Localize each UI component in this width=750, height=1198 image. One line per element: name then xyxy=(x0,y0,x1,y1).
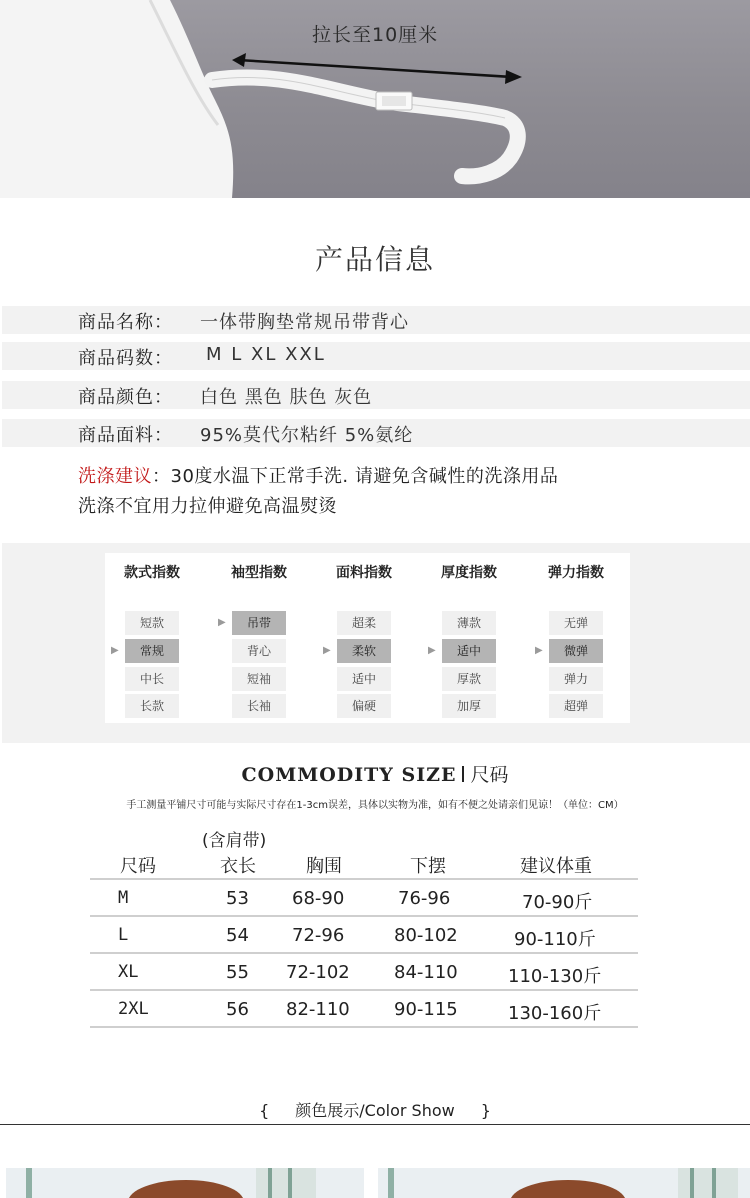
info-key: 商品面料： xyxy=(78,425,173,446)
bracket-right: } xyxy=(480,1101,491,1120)
title-divider xyxy=(462,766,464,782)
size-title-en: COMMODITY SIZE xyxy=(241,764,457,786)
product-photo-strap xyxy=(0,0,750,198)
table-divider xyxy=(90,878,638,880)
divider xyxy=(0,1124,750,1125)
index-title: 袖型指数 xyxy=(231,565,287,581)
info-row-fabric xyxy=(2,419,750,447)
table-divider xyxy=(90,915,638,917)
selection-arrow-icon: ▶ xyxy=(218,617,226,628)
index-option: 长款 xyxy=(125,694,179,718)
index-option: 适中 xyxy=(442,639,496,663)
cell-bust: 82-110 xyxy=(286,999,350,1020)
th-size: 尺码 xyxy=(120,856,156,877)
info-value: M L XL XXL xyxy=(206,344,326,365)
index-option: 微弹 xyxy=(549,639,603,663)
color-show-header xyxy=(0,1098,750,1121)
index-option: 长袖 xyxy=(232,694,286,718)
info-value: 一体带胸垫常规吊带背心 xyxy=(200,312,409,333)
info-row-name xyxy=(2,306,750,334)
index-option: 厚款 xyxy=(442,667,496,691)
cell-size: 2XL xyxy=(118,999,149,1019)
wash-advice xyxy=(78,462,558,522)
cell-length: 54 xyxy=(226,925,249,946)
cell-size: XL xyxy=(118,962,139,982)
index-option: 加厚 xyxy=(442,694,496,718)
th-weight: 建议体重 xyxy=(520,856,592,877)
table-divider xyxy=(90,989,638,991)
index-option: 超弹 xyxy=(549,694,603,718)
color-preview-photo xyxy=(378,1168,750,1198)
cell-hem: 80-102 xyxy=(394,925,458,946)
cell-hem: 84-110 xyxy=(394,962,458,983)
index-option: 偏硬 xyxy=(337,694,391,718)
info-value: 白色 黑色 肤色 灰色 xyxy=(200,387,373,408)
selection-arrow-icon: ▶ xyxy=(428,645,436,656)
cell-weight: 110-130斤 xyxy=(508,966,602,987)
index-option: 薄款 xyxy=(442,611,496,635)
selection-arrow-icon: ▶ xyxy=(535,645,543,656)
info-row-colors xyxy=(2,381,750,409)
index-title: 厚度指数 xyxy=(441,565,497,581)
cell-hem: 90-115 xyxy=(394,999,458,1020)
index-option: 超柔 xyxy=(337,611,391,635)
index-option: 短款 xyxy=(125,611,179,635)
cell-length: 53 xyxy=(226,888,249,909)
selection-arrow-icon: ▶ xyxy=(111,645,119,656)
info-key: 商品名称： xyxy=(78,312,173,333)
selection-arrow-icon: ▶ xyxy=(323,645,331,656)
section-title-product-info: 产品信息 xyxy=(314,243,435,276)
index-option: 短袖 xyxy=(232,667,286,691)
cell-bust: 72-96 xyxy=(292,925,345,946)
index-option: 柔软 xyxy=(337,639,391,663)
info-key: 商品颜色： xyxy=(78,387,173,408)
table-divider xyxy=(90,1026,638,1028)
index-title: 弹力指数 xyxy=(548,565,604,581)
cell-weight: 130-160斤 xyxy=(508,1003,602,1024)
color-show-label: 颜色展示/Color Show xyxy=(295,1101,455,1120)
bracket-left: { xyxy=(259,1101,270,1120)
cell-size: L xyxy=(118,925,129,945)
th-hem: 下摆 xyxy=(410,856,446,877)
size-note: 手工测量平铺尺寸可能与实际尺寸存在1-3cm误差，具体以实物为准，如有不便之处请亲们见谅！（单位：CM） xyxy=(126,800,624,811)
index-option: 适中 xyxy=(337,667,391,691)
table-divider xyxy=(90,952,638,954)
color-preview-photo xyxy=(6,1168,364,1198)
info-key: 商品码数： xyxy=(78,348,173,369)
index-option: 无弹 xyxy=(549,611,603,635)
wash-advice-text-2: 洗涤不宜用力拉伸避免高温熨烫 xyxy=(78,496,337,517)
stretch-label: 拉长至10厘米 xyxy=(312,24,439,46)
cell-bust: 68-90 xyxy=(292,888,345,909)
cell-length: 55 xyxy=(226,962,249,983)
size-title-cn: 尺码 xyxy=(470,764,509,786)
index-title: 款式指数 xyxy=(124,565,180,581)
index-option: 背心 xyxy=(232,639,286,663)
cell-length: 56 xyxy=(226,999,249,1020)
length-subheader: (含肩带) xyxy=(202,831,267,851)
index-option: 吊带 xyxy=(232,611,286,635)
index-option: 中长 xyxy=(125,667,179,691)
wash-advice-text: ：30度水温下正常手洗. 请避免含碱性的洗涤用品 xyxy=(152,466,559,487)
index-title: 面料指数 xyxy=(336,565,392,581)
cell-weight: 90-110斤 xyxy=(514,929,596,950)
th-length: 衣长 xyxy=(220,856,256,877)
cell-hem: 76-96 xyxy=(398,888,451,909)
index-option: 常规 xyxy=(125,639,179,663)
info-value: 95%莫代尔粘纤 5%氨纶 xyxy=(200,425,414,446)
info-row-sizes xyxy=(2,342,750,370)
index-option: 弹力 xyxy=(549,667,603,691)
cell-weight: 70-90斤 xyxy=(522,892,593,913)
th-bust: 胸围 xyxy=(306,856,342,877)
cell-size: M xyxy=(118,888,129,908)
wash-advice-label: 洗涤建议 xyxy=(78,466,152,487)
cell-bust: 72-102 xyxy=(286,962,350,983)
size-section-title xyxy=(0,760,750,787)
